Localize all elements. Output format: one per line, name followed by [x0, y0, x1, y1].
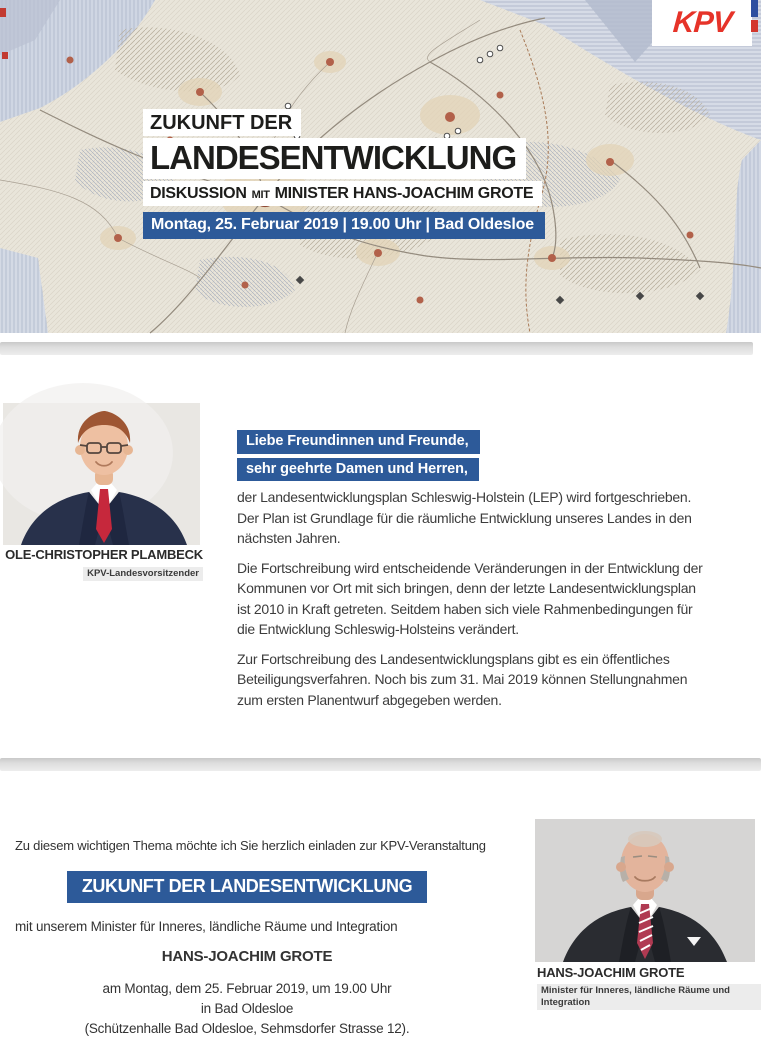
greeting-line-1: Liebe Freundinnen und Freunde,: [237, 430, 480, 454]
plambeck-caption-role: KPV-Landesvorsitzender: [83, 567, 203, 581]
grote-caption-name: HANS-JOACHIM GROTE: [537, 965, 685, 980]
greeting-block: [237, 430, 480, 481]
subtitle-word-mit: MIT: [251, 188, 270, 201]
grote-portrait-photo: [535, 819, 755, 962]
grote-caption-block: [537, 965, 761, 1010]
plambeck-portrait-photo: [3, 403, 200, 545]
header-title: LANDESENTWICKLUNG: [143, 138, 526, 179]
header-kicker: ZUKUNFT DER: [143, 109, 301, 136]
invitation-when-block: [0, 979, 494, 1039]
edge-mark-red: [751, 20, 758, 32]
letter-body: [237, 487, 707, 719]
letter-paragraph-1: der Landesentwicklungsplan Schleswig-Holstein (LEP) wird fortgeschrieben. Der Plan ist Grundlage für die räumliche Entwicklung unseres Landes in den nächsten Jahren.: [237, 489, 692, 546]
subtitle-word-diskussion: DISKUSSION: [150, 184, 247, 202]
invitation-with-line: mit unserem Minister für Inneres, ländliche Räume und Integration: [15, 918, 398, 934]
plambeck-caption-name: OLE-CHRISTOPHER PLAMBECK: [5, 547, 203, 562]
plambeck-caption-block: [0, 547, 203, 581]
subtitle-word-minister: MINISTER HANS-JOACHIM GROTE: [274, 184, 534, 202]
event-title-box: ZUKUNFT DER LANDESENTWICKLUNG: [67, 871, 427, 903]
header-title-block: [143, 109, 545, 239]
section-divider-top: [0, 342, 753, 355]
invitation-place-line: in Bad Oldesloe: [200, 1000, 294, 1016]
invitation-venue-line: (Schützenhalle Bad Oldesloe, Sehmsdorfer Strasse 12).: [84, 1020, 410, 1036]
grote-caption-role: Minister für Inneres, ländliche Räume und Integration: [537, 984, 761, 1011]
grote-portrait-illustration: [535, 819, 755, 962]
header-subtitle: [143, 181, 542, 206]
letter-paragraph-2: Die Fortschreibung wird entscheidende Veränderungen in der Entwicklung der Kommunen vor Ort mit sich bringen, denn der letzte Landesentwicklungsplan ist 2010 in Kraft getreten. Seitdem haben sich viele Rahmenbedingungen für die Entwicklung Schleswig-Holsteins verändert.: [237, 559, 703, 637]
invitation-block: [0, 838, 494, 1039]
kpv-logo-text: KPV: [671, 6, 733, 39]
kpv-logo: [652, 0, 752, 46]
invitation-date-line: am Montag, dem 25. Februar 2019, um 19.00 Uhr: [102, 980, 392, 996]
section-divider-bottom: [0, 758, 761, 771]
plambeck-portrait-illustration: [3, 403, 200, 545]
edge-mark-blue: [751, 0, 758, 17]
header-dateline: Montag, 25. Februar 2019 | 19.00 Uhr | Bad Oldesloe: [143, 212, 545, 239]
letter-paragraph-3: Zur Fortschreibung des Landesentwicklungsplans gibt es ein öffentliches Beteiligungsverfahren. Noch bis zum 31. Mai 2019 können Stellungnahmen zum ersten Planentwurf abgegeben werden.: [237, 650, 688, 708]
greeting-line-2: sehr geehrte Damen und Herren,: [237, 458, 479, 482]
map-header: [0, 0, 761, 333]
invitation-lead: Zu diesem wichtigen Thema möchte ich Sie herzlich einladen zur KPV-Veranstaltung: [15, 838, 486, 853]
invitation-guest-name: HANS-JOACHIM GROTE: [161, 947, 333, 965]
